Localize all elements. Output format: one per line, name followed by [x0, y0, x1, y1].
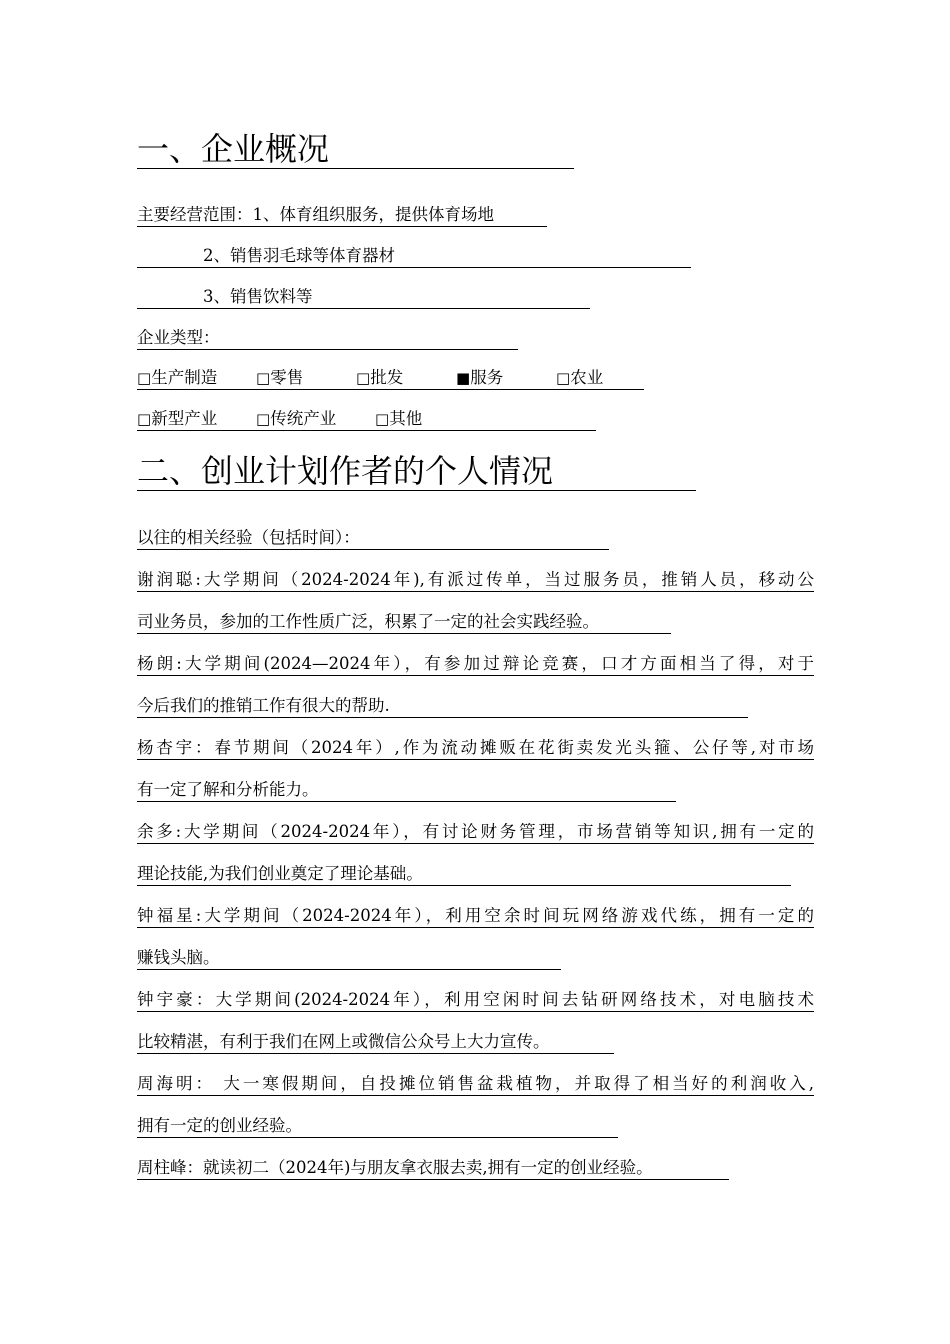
experience-line: 周海明： 大一寒假期间，自投摊位销售盆栽植物，并取得了相当好的利润收入, — [137, 1073, 814, 1096]
option-manufacturing[interactable]: □生产制造 — [137, 368, 218, 387]
experience-line: 钟宇豪：大学期间(2024-2024年），利用空闲时间去钻研网络技术，对电脑技术 — [137, 989, 814, 1012]
experience-line: 司业务员，参加的工作性质广泛，积累了一定的社会实践经验。 — [137, 611, 671, 634]
checkbox-icon: □ — [356, 369, 371, 387]
enterprise-type-line — [137, 327, 518, 350]
experience-line: 有一定了解和分析能力。 — [137, 779, 676, 802]
option-wholesale[interactable]: □批发 — [356, 368, 404, 387]
business-scope-line-1 — [137, 204, 547, 227]
scope-item-2: 2、销售羽毛球等体育器材 — [203, 246, 395, 265]
checkbox-icon: □ — [556, 369, 571, 387]
checkbox-icon: □ — [256, 410, 271, 428]
option-traditional-industry[interactable]: □传统产业 — [256, 409, 337, 428]
experience-line: 拥有一定的创业经验。 — [137, 1115, 618, 1138]
experience-line: 杨杏宇：春节期间（2024年）,作为流动摊贩在花街卖发光头箍、公仔等,对市场 — [137, 737, 814, 760]
experience-line: 钟福星:大学期间（2024-2024年），利用空余时间玩网络游戏代练，拥有一定的 — [137, 905, 814, 928]
checkbox-icon: □ — [137, 369, 152, 387]
checkbox-icon: □ — [256, 369, 271, 387]
option-new-industry[interactable]: □新型产业 — [137, 409, 218, 428]
experience-line: 余多:大学期间（2024-2024年），有讨论财务管理，市场营销等知识,拥有一定的 — [137, 821, 814, 844]
experience-label-line — [137, 527, 609, 550]
checkbox-icon: □ — [375, 410, 390, 428]
experience-line: 比较精湛，有利于我们在网上或微信公众号上大力宣传。 — [137, 1031, 614, 1054]
checkbox-checked-icon: ■ — [456, 369, 471, 387]
enterprise-type-label: 企业类型： — [137, 328, 220, 347]
scope-item-3: 3、销售饮料等 — [203, 287, 313, 306]
business-scope-label: 主要经营范围： — [137, 205, 253, 224]
option-other[interactable]: □其他 — [375, 409, 423, 428]
experience-label: 以往的相关经验（包括时间）： — [137, 528, 360, 547]
section-heading-overview: 一、企业概况 — [137, 131, 574, 169]
experience-line: 杨朗:大学期间(2024—2024年），有参加过辩论竞赛，口才方面相当了得，对于 — [137, 653, 814, 676]
experience-line: 理论技能,为我们创业奠定了理论基础。 — [137, 863, 791, 886]
business-scope-line-3 — [137, 286, 590, 309]
enterprise-type-options-row-1 — [137, 367, 644, 390]
section-heading-author-info: 二、创业计划作者的个人情况 — [137, 453, 696, 491]
option-agriculture[interactable]: □农业 — [556, 368, 604, 387]
experience-line: 赚钱头脑。 — [137, 947, 561, 970]
business-scope-line-2 — [137, 245, 691, 268]
option-service[interactable]: ■服务 — [456, 368, 504, 387]
option-retail[interactable]: □零售 — [256, 368, 304, 387]
enterprise-type-options-row-2 — [137, 408, 596, 431]
experience-line: 今后我们的推销工作有很大的帮助. — [137, 695, 748, 718]
experience-line: 周柱峰：就读初二（2024年)与朋友拿衣服去卖,拥有一定的创业经验。 — [137, 1157, 729, 1180]
experience-line: 谢润聪:大学期间（2024-2024年),有派过传单，当过服务员，推销人员，移动公 — [137, 569, 814, 592]
checkbox-icon: □ — [137, 410, 152, 428]
scope-item-1: 1、体育组织服务，提供体育场地 — [252, 205, 494, 224]
